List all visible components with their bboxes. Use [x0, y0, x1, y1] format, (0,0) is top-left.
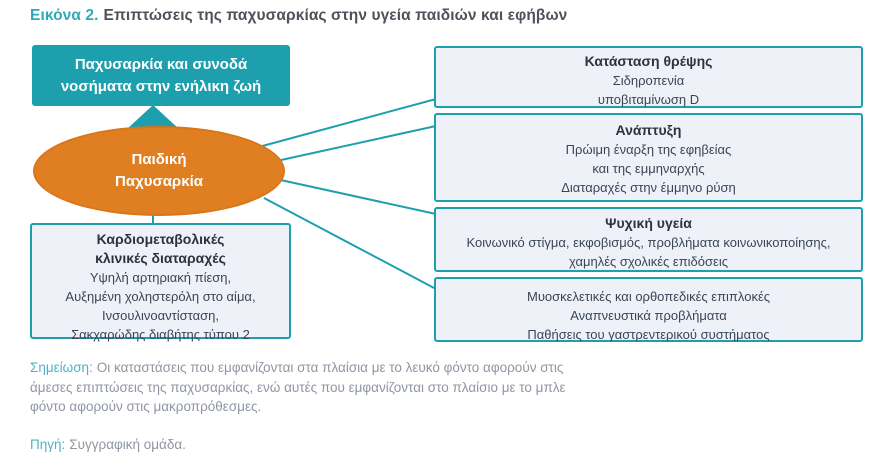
note-text: Οι καταστάσεις που εμφανίζονται στα πλαίσια με το λευκό φόντο αφορούν στις — [96, 360, 564, 375]
note-label: Σημείωση: — [30, 360, 93, 375]
connector-to-mental-box — [276, 179, 436, 214]
cardiometabolic-item: Υψηλή αρτηριακή πίεση, — [89, 270, 232, 285]
musculoskeletal-item: Αναπνευστικά προβλήματα — [570, 308, 727, 323]
musculoskeletal-box — [434, 277, 863, 342]
adult-obesity-line: Παχυσαρκία και συνοδά — [74, 55, 248, 73]
mental-health-title: Ψυχική υγεία — [605, 215, 692, 231]
note-line: άμεσες επιπτώσεις της παχυσαρκίας, ενώ αυτές που εμφανίζονται στο πλαίσιο με το μπλε — [30, 379, 566, 395]
cardiometabolic-title-line: Καρδιομεταβολικές — [96, 231, 225, 247]
musculoskeletal-item: Παθήσεις του γαστρεντερικού συστήματος — [527, 327, 770, 342]
note-line: φόντο αφορούν στις μακροπρόθεσμες. — [30, 399, 262, 414]
growth-title: Ανάπτυξη — [615, 122, 682, 138]
mental-health-item: χαμηλές σχολικές επιδόσεις — [568, 254, 728, 269]
childhood-obesity-line: Παιδική — [131, 151, 187, 168]
nutrition-status-box — [434, 46, 863, 108]
connector-to-nutrition-box — [255, 99, 436, 148]
growth-box — [434, 113, 863, 202]
cardiometabolic-item: Ινσουλινοαντίσταση, — [102, 308, 219, 323]
nutrition-status-title: Κατάσταση θρέψης — [584, 53, 713, 69]
cardiometabolic-item: Σακχαρώδης διαβήτης τύπου 2 — [71, 327, 250, 342]
source-text: Συγγραφική ομάδα. — [69, 437, 186, 452]
figure-title-text: Επιπτώσεις της παχυσαρκίας στην υγεία παιδιών και εφήβων — [103, 7, 568, 24]
adult-obesity-box — [32, 45, 290, 106]
growth-item: και της εμμηναρχής — [592, 161, 705, 176]
connector-to-growth-box — [272, 126, 436, 162]
nutrition-status-item: Σιδηροπενία — [612, 73, 685, 88]
mental-health-box — [434, 207, 863, 272]
cardiometabolic-box — [30, 223, 291, 342]
growth-item: Διαταραχές στην έμμηνο ρύση — [561, 180, 736, 195]
mental-health-item: Κοινωνικό στίγμα, εκφοβισμός, προβλήματα κοινωνικοποίησης, — [466, 235, 831, 250]
cardiometabolic-item: Αυξημένη χοληστερόλη στο αίμα, — [65, 289, 256, 304]
growth-item: Πρώιμη έναρξη της εφηβείας — [565, 142, 732, 157]
childhood-obesity-ellipse — [33, 126, 285, 216]
cardiometabolic-title-line: κλινικές διαταραχές — [95, 250, 226, 266]
nutrition-status-item: υποβιταμίνωση D — [597, 92, 700, 107]
adult-obesity-line: νοσήματα στην ενήλικη ζωή — [60, 77, 262, 95]
source-label: Πηγή: — [30, 437, 66, 452]
figure-label: Εικόνα 2. — [30, 7, 99, 24]
childhood-obesity-line: Παχυσαρκία — [115, 173, 203, 190]
musculoskeletal-item: Μυοσκελετικές και ορθοπεδικές επιπλοκές — [526, 289, 770, 304]
